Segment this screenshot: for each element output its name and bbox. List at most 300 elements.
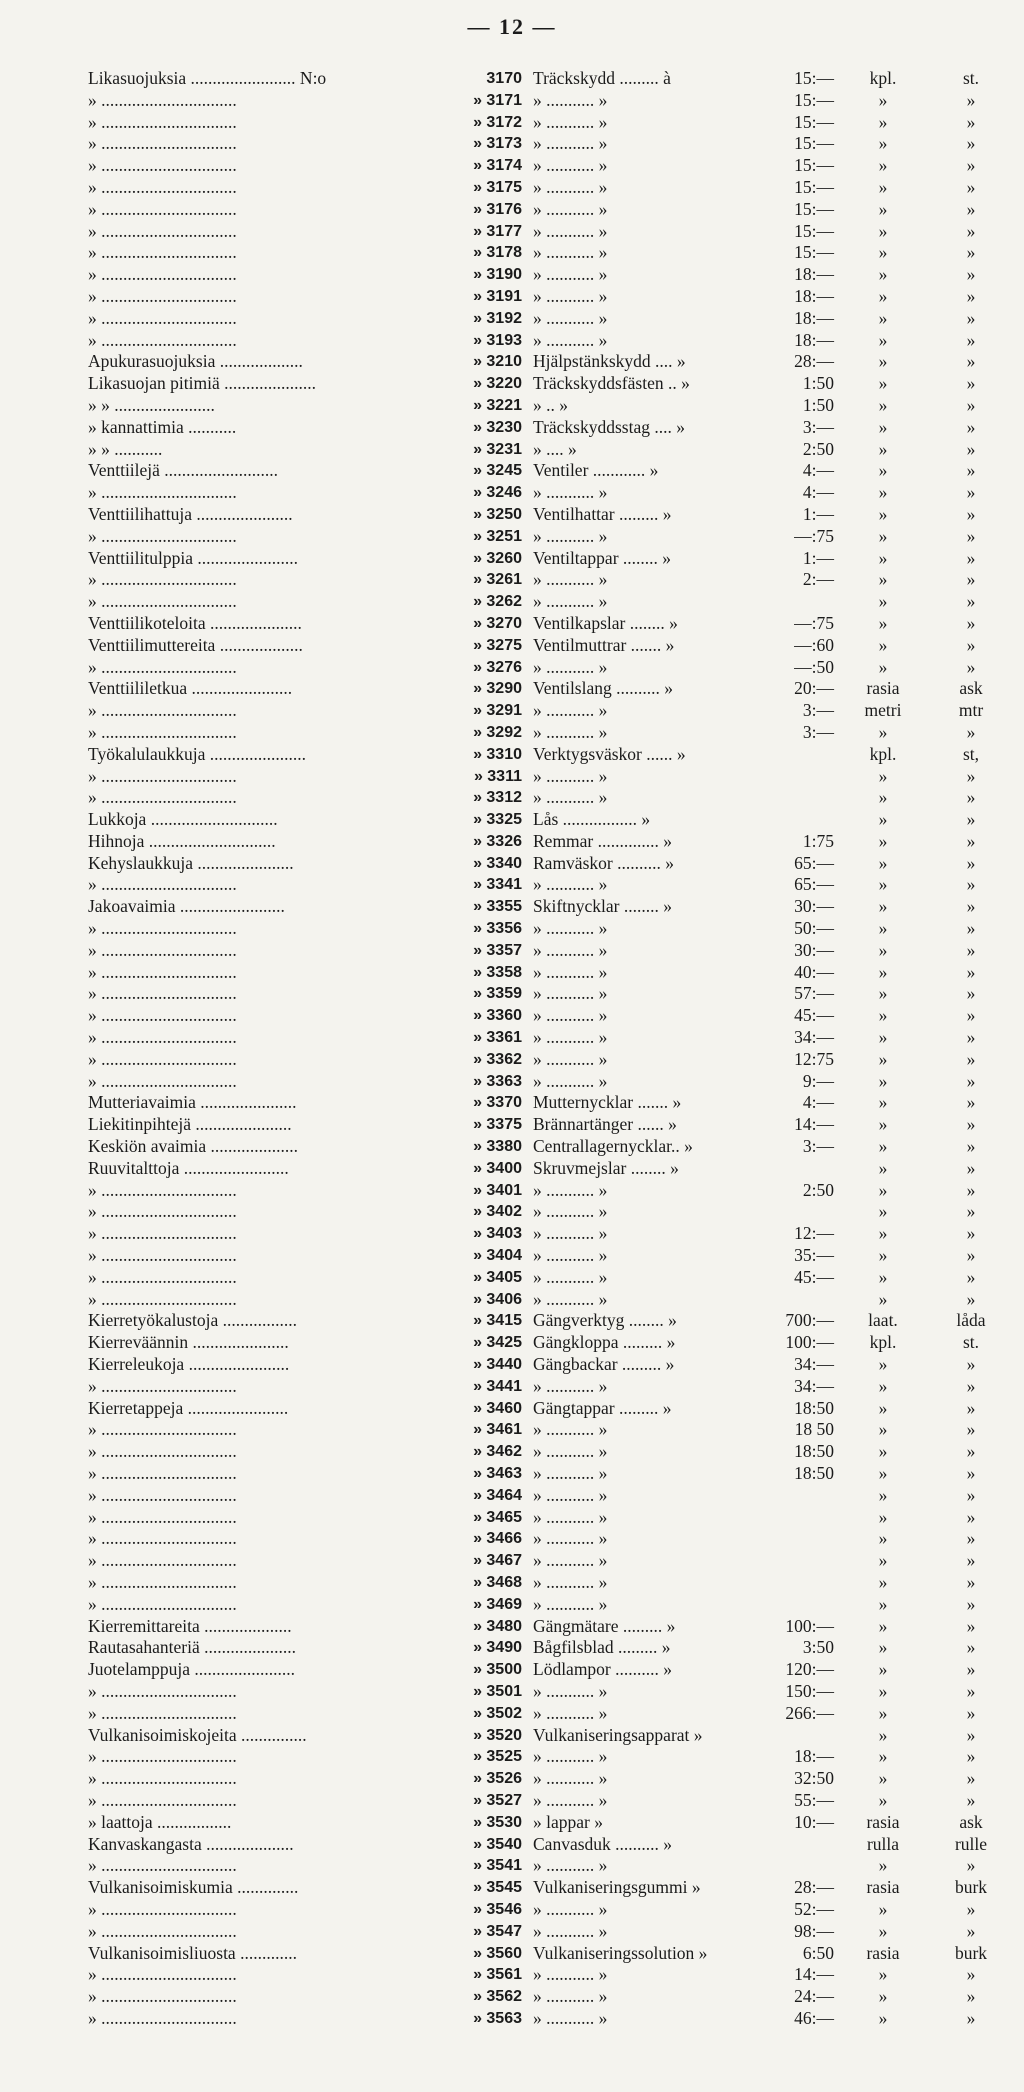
finnish-name: » ............................... — [88, 787, 237, 808]
part-number: » 3526 — [473, 1770, 522, 1788]
table-row — [0, 548, 1024, 570]
price: 34:— — [794, 1375, 834, 1396]
part-number: » 3270 — [473, 614, 522, 632]
table-row — [0, 1441, 1024, 1463]
finnish-name: » ............................... — [88, 961, 237, 982]
unit-finnish: » — [878, 307, 888, 328]
unit-finnish: » — [878, 220, 888, 241]
price: 18:— — [794, 329, 834, 350]
price: 28:— — [794, 351, 834, 372]
price: 15:— — [794, 68, 834, 88]
swedish-name: » ........... » — [533, 656, 608, 677]
table-row — [0, 700, 1024, 722]
swedish-name: » ........... » — [533, 1179, 608, 1200]
unit-finnish: » — [878, 438, 888, 459]
price: 15:— — [794, 89, 834, 110]
unit-swedish: » — [966, 874, 976, 895]
price: 65:— — [794, 852, 834, 873]
unit-swedish: » — [966, 1048, 976, 1069]
swedish-name: » ........... » — [533, 2007, 608, 2028]
swedish-name: Gängtappar ......... » — [533, 1397, 672, 1418]
swedish-name: » ........... » — [533, 1550, 608, 1571]
unit-finnish: » — [878, 1746, 888, 1767]
price: 52:— — [794, 1898, 834, 1919]
finnish-name: Kanvaskangasta .................... — [88, 1833, 294, 1854]
swedish-name: » ........... » — [533, 1201, 608, 1222]
part-number: » 3290 — [473, 680, 522, 698]
unit-finnish: » — [878, 961, 888, 982]
table-row — [0, 90, 1024, 112]
part-number: » 3465 — [473, 1508, 522, 1526]
swedish-name: Vulkaniseringssolution » — [533, 1942, 708, 1963]
part-number: » 3362 — [473, 1050, 522, 1068]
part-number: » 3501 — [473, 1682, 522, 1700]
swedish-name: » ........... » — [533, 1463, 608, 1483]
finnish-name: » ............................... — [88, 1746, 237, 1767]
finnish-name: » ............................... — [88, 220, 237, 241]
unit-finnish: » — [878, 896, 888, 917]
unit-finnish: » — [878, 765, 888, 786]
finnish-name: Rautasahanteriä ..................... — [88, 1637, 297, 1658]
table-row — [0, 351, 1024, 373]
finnish-name: » ............................... — [88, 482, 237, 503]
finnish-name: » ............................... — [88, 939, 237, 960]
unit-finnish: » — [878, 1245, 888, 1266]
table-row — [0, 1507, 1024, 1529]
price: 15:— — [794, 155, 834, 176]
unit-finnish: » — [878, 394, 888, 415]
table-row — [0, 1310, 1024, 1332]
finnish-name: » ............................... — [88, 1048, 237, 1069]
price: 34:— — [794, 1027, 834, 1048]
finnish-name: Ruuvitalttoja ........................ — [88, 1157, 289, 1178]
price: 15:— — [794, 220, 834, 241]
part-number: » 3563 — [473, 2009, 522, 2027]
table-row — [0, 1986, 1024, 2008]
unit-swedish: » — [966, 1550, 976, 1571]
unit-swedish: » — [966, 133, 976, 154]
swedish-name: Gängmätare ......... » — [533, 1615, 676, 1636]
unit-swedish: » — [966, 591, 976, 612]
finnish-name: Mutteriavaimia ...................... — [88, 1092, 297, 1113]
unit-swedish: » — [966, 1855, 976, 1876]
price: 15:— — [794, 176, 834, 197]
price: —:50 — [794, 656, 834, 677]
swedish-name: » ........... » — [533, 482, 608, 503]
finnish-name: Kierretappeja ....................... — [88, 1397, 289, 1418]
finnish-name: Kierreväännin ...................... — [88, 1332, 289, 1353]
unit-swedish: » — [966, 482, 976, 503]
swedish-name: » ........... » — [533, 1986, 608, 2007]
unit-finnish: » — [878, 1528, 888, 1549]
part-number: » 3311 — [473, 767, 522, 785]
table-row — [0, 395, 1024, 417]
table-row — [0, 373, 1024, 395]
table-row — [0, 1855, 1024, 1877]
finnish-name: » ............................... — [88, 700, 237, 721]
unit-finnish: rasia — [866, 1942, 900, 1963]
table-row — [0, 1877, 1024, 1899]
swedish-name: Lödlampor .......... » — [533, 1659, 673, 1680]
table-row — [0, 1136, 1024, 1158]
unit-swedish: » — [966, 1288, 976, 1309]
price: 4:— — [802, 482, 834, 503]
finnish-name: » ............................... — [88, 1855, 237, 1876]
price: 4:— — [802, 460, 834, 481]
table-row — [0, 809, 1024, 831]
table-row — [0, 1289, 1024, 1311]
unit-swedish: » — [966, 852, 976, 873]
swedish-name: » ........... » — [533, 329, 608, 350]
swedish-name: » ........... » — [533, 1528, 608, 1549]
swedish-name: » ........... » — [533, 89, 608, 110]
unit-finnish: » — [878, 1027, 888, 1048]
unit-finnish: » — [878, 1179, 888, 1200]
part-number: » 3469 — [473, 1595, 522, 1613]
price: 57:— — [794, 983, 834, 1004]
part-number: » 3246 — [473, 484, 522, 502]
swedish-name: » ........... » — [533, 1375, 608, 1396]
table-row — [0, 657, 1024, 679]
unit-swedish: st. — [962, 1332, 980, 1353]
swedish-name: » ........... » — [533, 765, 608, 786]
finnish-name: » ............................... — [88, 918, 237, 939]
part-number: » 3193 — [473, 331, 522, 349]
unit-swedish: st, — [962, 743, 980, 764]
finnish-name: » ............................... — [88, 2007, 237, 2028]
unit-swedish: » — [966, 351, 976, 372]
swedish-name: » ........... » — [533, 1484, 608, 1505]
swedish-name: » ........... » — [533, 307, 608, 328]
swedish-name: » ........... » — [533, 1441, 608, 1462]
unit-finnish: » — [878, 1266, 888, 1287]
swedish-name: » ........... » — [533, 1506, 608, 1527]
swedish-name: » ........... » — [533, 1027, 608, 1048]
finnish-name: Likasuojan pitimiä ..................... — [88, 373, 316, 394]
unit-swedish: rulle — [954, 1833, 988, 1854]
table-row — [0, 962, 1024, 984]
unit-finnish: » — [878, 2007, 888, 2028]
table-row — [0, 1049, 1024, 1071]
finnish-name: » ............................... — [88, 111, 237, 132]
table-row — [0, 1180, 1024, 1202]
swedish-name: Ventiler ............ » — [533, 460, 659, 481]
part-number: » 3547 — [473, 1922, 522, 1940]
part-number: » 3375 — [473, 1116, 522, 1134]
finnish-name: Hihnoja ............................. — [88, 830, 276, 851]
unit-finnish: » — [878, 612, 888, 633]
part-number: » 3358 — [473, 963, 522, 981]
unit-swedish: » — [966, 1092, 976, 1113]
table-row — [0, 1964, 1024, 1986]
swedish-name: Ramväskor .......... » — [533, 852, 674, 873]
part-number: » 3480 — [473, 1617, 522, 1635]
part-number: » 3502 — [473, 1704, 522, 1722]
part-number: » 3500 — [473, 1661, 522, 1679]
part-number: » 3261 — [473, 571, 522, 589]
finnish-name: » ............................... — [88, 1680, 237, 1701]
unit-finnish: » — [878, 1593, 888, 1614]
part-number: » 3231 — [473, 440, 522, 458]
price: 1:50 — [802, 394, 834, 415]
part-number: » 3192 — [473, 309, 522, 327]
part-number: » 3175 — [473, 178, 522, 196]
unit-finnish: kpl. — [869, 68, 897, 88]
finnish-name: » ............................... — [88, 1986, 237, 2007]
swedish-name: » ........... » — [533, 176, 608, 197]
part-number: » 3404 — [473, 1247, 522, 1265]
swedish-name: » ........... » — [533, 700, 608, 721]
unit-finnish: » — [878, 198, 888, 219]
unit-swedish: » — [966, 307, 976, 328]
finnish-name: » ............................... — [88, 1789, 237, 1810]
finnish-name: » ............................... — [88, 721, 237, 742]
price: 40:— — [794, 961, 834, 982]
swedish-name: Ventilslang .......... » — [533, 678, 673, 699]
unit-finnish: » — [878, 1571, 888, 1592]
finnish-name: » ............................... — [88, 1484, 237, 1505]
price: 28:— — [794, 1877, 834, 1898]
price: 100:— — [785, 1332, 834, 1353]
unit-finnish: » — [878, 1484, 888, 1505]
part-number: » 3260 — [473, 549, 522, 567]
swedish-name: Träckskyddsstag .... » — [533, 416, 685, 437]
table-row — [0, 177, 1024, 199]
finnish-name: » ............................... — [88, 1375, 237, 1396]
unit-finnish: » — [878, 1789, 888, 1810]
finnish-name: » ............................... — [88, 1920, 237, 1941]
unit-finnish: » — [878, 809, 888, 830]
unit-swedish: » — [966, 285, 976, 306]
table-row — [0, 1921, 1024, 1943]
swedish-name: » ........... » — [533, 1593, 608, 1614]
part-number: » 3541 — [473, 1857, 522, 1875]
part-number: » 3402 — [473, 1203, 522, 1221]
part-number: » 3292 — [473, 723, 522, 741]
finnish-name: Venttiilihattuja ...................... — [88, 503, 293, 524]
table-row — [0, 722, 1024, 744]
unit-swedish: » — [966, 1354, 976, 1375]
table-row — [0, 1267, 1024, 1289]
unit-finnish: laat. — [868, 1310, 898, 1331]
price: 14:— — [794, 1114, 834, 1135]
unit-finnish: » — [878, 111, 888, 132]
unit-swedish: ask — [959, 1811, 983, 1832]
finnish-name: » ............................... — [88, 1288, 237, 1309]
swedish-name: » ........... » — [533, 1746, 608, 1767]
finnish-name: Työkalulaukkuja ...................... — [88, 743, 306, 764]
table-row — [0, 853, 1024, 875]
part-number: » 3359 — [473, 985, 522, 1003]
table-row — [0, 1485, 1024, 1507]
unit-swedish: » — [966, 983, 976, 1004]
finnish-name: » ............................... — [88, 1898, 237, 1919]
unit-swedish: » — [966, 939, 976, 960]
swedish-name: » ........... » — [533, 1288, 608, 1309]
swedish-name: Vulkaniseringsgummi » — [533, 1877, 701, 1898]
finnish-name: Venttiilimuttereita ................... — [88, 634, 303, 655]
finnish-name: » ............................... — [88, 983, 237, 1004]
table-row — [0, 133, 1024, 155]
unit-swedish: » — [966, 1027, 976, 1048]
part-number: » 3525 — [473, 1748, 522, 1766]
unit-finnish: » — [878, 1070, 888, 1091]
finnish-name: Vulkanisoimiskojeita ............... — [88, 1724, 307, 1745]
unit-swedish: » — [966, 830, 976, 851]
swedish-name: » ........... » — [533, 1070, 608, 1091]
part-number: » 3191 — [473, 287, 522, 305]
price: 34:— — [794, 1354, 834, 1375]
unit-finnish: » — [878, 482, 888, 503]
unit-finnish: » — [878, 1288, 888, 1309]
finnish-name: Venttiililetkua ....................... — [88, 678, 293, 699]
unit-swedish: » — [966, 1484, 976, 1505]
finnish-name: » ............................... — [88, 1463, 237, 1483]
unit-finnish: » — [878, 1637, 888, 1658]
unit-finnish: » — [878, 1354, 888, 1375]
table-row — [0, 1943, 1024, 1965]
price: 9:— — [802, 1070, 834, 1091]
finnish-name: » ............................... — [88, 1528, 237, 1549]
unit-swedish: » — [966, 373, 976, 394]
price: 18:50 — [794, 1463, 834, 1483]
part-number: » 3172 — [473, 113, 522, 131]
unit-finnish: » — [878, 721, 888, 742]
unit-swedish: » — [966, 1201, 976, 1222]
unit-finnish: » — [878, 1441, 888, 1462]
table-row — [0, 199, 1024, 221]
swedish-name: » ........... » — [533, 1702, 608, 1723]
price: 15:— — [794, 242, 834, 263]
swedish-name: » ........... » — [533, 961, 608, 982]
unit-swedish: » — [966, 1419, 976, 1440]
unit-finnish: » — [878, 264, 888, 285]
finnish-name: » ............................... — [88, 89, 237, 110]
part-number: » 3251 — [473, 527, 522, 545]
price: 3:— — [802, 416, 834, 437]
table-row — [0, 112, 1024, 134]
part-number: » 3275 — [473, 636, 522, 654]
price: 18:— — [794, 307, 834, 328]
swedish-name: » ........... » — [533, 133, 608, 154]
unit-swedish: » — [966, 198, 976, 219]
price: 18 50 — [794, 1419, 834, 1440]
price: 2:— — [802, 569, 834, 590]
price: 46:— — [794, 2007, 834, 2028]
part-number: » 3250 — [473, 505, 522, 523]
unit-finnish: » — [878, 569, 888, 590]
table-row — [0, 1114, 1024, 1136]
unit-finnish: » — [878, 1550, 888, 1571]
finnish-name: » ............................... — [88, 1027, 237, 1048]
finnish-name: » ............................... — [88, 264, 237, 285]
unit-swedish: » — [966, 896, 976, 917]
swedish-name: » ........... » — [533, 111, 608, 132]
unit-finnish: » — [878, 1397, 888, 1418]
part-number: » 3357 — [473, 941, 522, 959]
table-row — [0, 1376, 1024, 1398]
table-row — [0, 286, 1024, 308]
swedish-name: » ........... » — [533, 1789, 608, 1810]
part-number: » 3177 — [473, 222, 522, 240]
unit-swedish: » — [966, 1637, 976, 1658]
unit-swedish: » — [966, 503, 976, 524]
unit-swedish: » — [966, 1136, 976, 1157]
unit-swedish: » — [966, 1397, 976, 1418]
table-row — [0, 1550, 1024, 1572]
part-number: » 3291 — [473, 702, 522, 720]
table-row — [0, 1419, 1024, 1441]
table-row — [0, 569, 1024, 591]
swedish-name: » ........... » — [533, 721, 608, 742]
unit-swedish: » — [966, 2007, 976, 2028]
unit-finnish: » — [878, 830, 888, 851]
unit-finnish: » — [878, 1463, 888, 1483]
price: 6:50 — [802, 1942, 834, 1963]
finnish-name: » ............................... — [88, 1593, 237, 1614]
price: 18:50 — [794, 1397, 834, 1418]
table-row — [0, 504, 1024, 526]
finnish-name: Juotelamppuja ....................... — [88, 1659, 296, 1680]
table-row — [0, 983, 1024, 1005]
unit-swedish: » — [966, 1070, 976, 1091]
table-row — [0, 1005, 1024, 1027]
price: 120:— — [785, 1659, 834, 1680]
part-number: » 3441 — [473, 1377, 522, 1395]
unit-swedish: » — [966, 1680, 976, 1701]
unit-swedish: » — [966, 438, 976, 459]
part-number: » 3262 — [473, 593, 522, 611]
finnish-name: » ............................... — [88, 1266, 237, 1287]
table-row — [0, 526, 1024, 548]
unit-swedish: » — [966, 1768, 976, 1789]
table-row — [0, 940, 1024, 962]
unit-swedish: » — [966, 1223, 976, 1244]
unit-swedish: » — [966, 416, 976, 437]
swedish-name: » .. » — [533, 394, 568, 415]
unit-finnish: » — [878, 1506, 888, 1527]
table-row — [0, 1354, 1024, 1376]
part-number: » 3440 — [473, 1356, 522, 1374]
swedish-name: Lås ................. » — [533, 809, 651, 830]
unit-finnish: » — [878, 503, 888, 524]
swedish-name: Verktygsväskor ...... » — [533, 743, 686, 764]
finnish-name: Keskiön avaimia .................... — [88, 1136, 298, 1157]
finnish-name: Lukkoja ............................. — [88, 809, 278, 830]
swedish-name: Remmar .............. » — [533, 830, 673, 851]
unit-swedish: » — [966, 1506, 976, 1527]
unit-finnish: » — [878, 874, 888, 895]
unit-finnish: » — [878, 1375, 888, 1396]
price: 15:— — [794, 198, 834, 219]
finnish-name: » ............................... — [88, 307, 237, 328]
part-number: » 3530 — [473, 1813, 522, 1831]
table-row — [0, 1594, 1024, 1616]
swedish-name: » ........... » — [533, 787, 608, 808]
unit-swedish: » — [966, 1571, 976, 1592]
swedish-name: » ........... » — [533, 198, 608, 219]
table-row — [0, 766, 1024, 788]
table-row — [0, 1528, 1024, 1550]
table-row — [0, 1071, 1024, 1093]
swedish-name: Bågfilsblad ......... » — [533, 1637, 671, 1658]
table-row — [0, 417, 1024, 439]
table-row — [0, 874, 1024, 896]
table-row — [0, 1703, 1024, 1725]
price: 2:50 — [802, 1179, 834, 1200]
part-number: » 3190 — [473, 266, 522, 284]
part-number: » 3370 — [473, 1094, 522, 1112]
